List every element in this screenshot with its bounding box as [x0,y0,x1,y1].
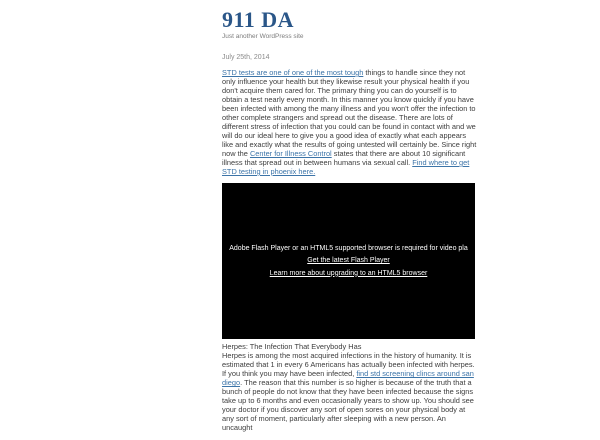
video-player-placeholder [222,183,475,339]
html5-upgrade-link[interactable]: Learn more about upgrading to an HTML5 browser [269,269,428,277]
get-flash-player-link[interactable]: Get the latest Flash Player [307,257,390,265]
std-screening-san-diego-link[interactable]: find std screening clincs around san diego [222,369,474,388]
text-segment: Herpes is among the most acquired infections in the history of humanity. It is estimated that 1 in every 6 Americans has actually been infected with herpes. If you think you may have been infected, [222,351,475,379]
flash-required-message: Adobe Flash Player or an HTML5 supported browser is required for video pla [229,244,468,252]
text-segment: things to handle since they not only influence your health but they likewise result your physical health if you don't acquire them cared for. The primary thing you can do yourself is to obtain a test nearly every month. In this manner you know quickly if you have been infected with among the many illness and you won't offer the infection to other complete strangers and spread out the disease. There are lots of different stress of infection that you could can be found in contact with and we will do our ideal here to give you a good idea of exactly what each appears like and exactly what the results of going untested will certainly be. Since right now the [222,68,477,158]
text-segment: states that there are about 10 significant illness that spread out in between humans via sexual call. [222,149,466,167]
std-tests-link[interactable]: STD tests are one of one of the most tough [222,68,364,77]
video-caption-title: Herpes: The Infection That Everybody Has [222,342,362,352]
std-testing-phoenix-link[interactable]: Find where to get STD testing in phoenix here. [222,158,470,176]
post-date: July 25th, 2014 [222,54,270,61]
post-paragraph-2 [222,351,478,432]
site-title[interactable]: 911 DA [222,7,295,32]
text-segment: . The reason that this number is so higher is because of the truth that a bunch of people do not know that they have been infected because the signs take up to 6 months and even occasionally years to show up. You should see your doctor if you discover any sort of open sores on your physical body at any sort of moment, particularly after sleeping with a new person. An uncaught [222,378,474,433]
site-tagline: Just another WordPress site [222,33,304,40]
illness-control-link[interactable]: Center for Illness Control [249,149,332,158]
post-paragraph-1 [222,68,478,176]
content-column [222,0,478,440]
